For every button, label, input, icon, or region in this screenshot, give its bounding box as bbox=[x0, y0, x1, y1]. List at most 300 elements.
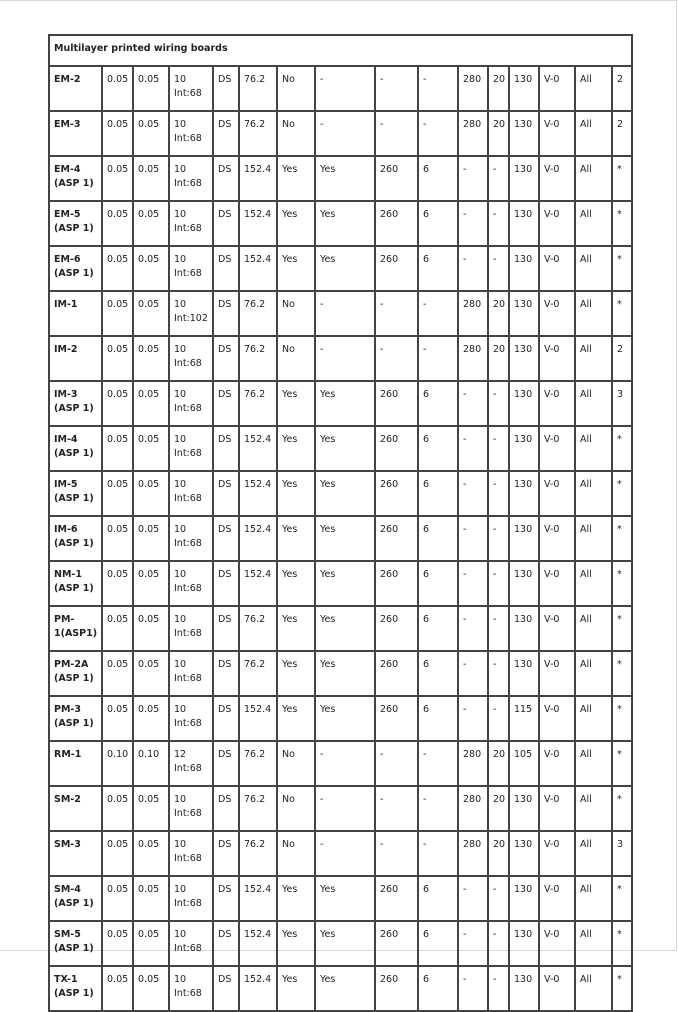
cell-solder-temp bbox=[375, 516, 418, 561]
cell-thickness-b-text: 0.05 bbox=[138, 164, 160, 175]
cell-thickness-b bbox=[133, 471, 169, 516]
cell-designation-subtext: (ASP 1) bbox=[54, 403, 94, 414]
cell-flame-class-text: V-0 bbox=[544, 749, 560, 760]
cell-flag-b-text: Yes bbox=[320, 209, 336, 220]
cell-rti-text: 130 bbox=[514, 389, 533, 400]
cell-solder-time-text: - bbox=[423, 299, 427, 310]
cell-solder-time bbox=[418, 696, 458, 741]
cell-thickness-b bbox=[133, 561, 169, 606]
cell-time-2 bbox=[488, 381, 509, 426]
cell-thickness-b-text: 0.05 bbox=[138, 74, 160, 85]
cell-layers bbox=[169, 561, 213, 606]
cell-flag-a bbox=[277, 471, 315, 516]
cell-flag-b bbox=[315, 561, 375, 606]
cell-value bbox=[239, 966, 277, 1011]
cell-flag-b-text: Yes bbox=[320, 524, 336, 535]
table-caption-row bbox=[49, 35, 632, 66]
cell-flag-b-text: Yes bbox=[320, 929, 336, 940]
cell-layers bbox=[169, 66, 213, 111]
cell-thickness-a-text: 0.05 bbox=[107, 254, 129, 265]
cell-designation-text: PM-3 bbox=[54, 704, 81, 715]
table-row bbox=[49, 201, 632, 246]
cell-solder-temp-text: - bbox=[380, 119, 384, 130]
cell-thickness-b bbox=[133, 876, 169, 921]
cell-temp-2 bbox=[458, 246, 488, 291]
cell-designation bbox=[49, 426, 102, 471]
cell-flag-a-text: No bbox=[282, 119, 295, 130]
cell-value bbox=[239, 291, 277, 336]
cell-solder-temp-text: 260 bbox=[380, 614, 399, 625]
cell-flame-class bbox=[539, 246, 575, 291]
cell-thickness-a-text: 0.05 bbox=[107, 74, 129, 85]
cell-solder-time-text: - bbox=[423, 344, 427, 355]
cell-sides-text: DS bbox=[218, 119, 232, 130]
cell-flame-class-text: V-0 bbox=[544, 479, 560, 490]
cell-solder-time bbox=[418, 156, 458, 201]
cell-solder-temp-text: 260 bbox=[380, 389, 399, 400]
cell-designation-subtext: (ASP 1) bbox=[54, 178, 94, 189]
cell-scope-text: All bbox=[580, 209, 592, 220]
cell-solder-time-text: 6 bbox=[423, 659, 430, 670]
cell-note bbox=[612, 696, 632, 741]
cell-flag-a bbox=[277, 966, 315, 1011]
cell-thickness-b bbox=[133, 336, 169, 381]
cell-solder-time-text: 6 bbox=[423, 479, 430, 490]
cell-sides bbox=[213, 66, 239, 111]
cell-solder-time-text: 6 bbox=[423, 164, 430, 175]
cell-solder-time-text: 6 bbox=[423, 614, 430, 625]
cell-solder-time bbox=[418, 921, 458, 966]
cell-flag-a bbox=[277, 66, 315, 111]
cell-thickness-b-text: 0.05 bbox=[138, 209, 160, 220]
cell-scope bbox=[575, 876, 612, 921]
cell-time-2 bbox=[488, 651, 509, 696]
cell-flag-b-text: Yes bbox=[320, 164, 336, 175]
cell-layers-text: 10 bbox=[174, 299, 187, 310]
cell-value-text: 152.4 bbox=[244, 569, 272, 580]
cell-solder-temp bbox=[375, 876, 418, 921]
cell-solder-time-text: 6 bbox=[423, 569, 430, 580]
cell-sides bbox=[213, 426, 239, 471]
cell-sides bbox=[213, 381, 239, 426]
cell-solder-time bbox=[418, 291, 458, 336]
cell-sides-text: DS bbox=[218, 659, 232, 670]
cell-flame-class-text: V-0 bbox=[544, 659, 560, 670]
cell-temp-2 bbox=[458, 471, 488, 516]
cell-flag-a bbox=[277, 651, 315, 696]
cell-flag-a bbox=[277, 561, 315, 606]
cell-temp-2 bbox=[458, 831, 488, 876]
cell-designation-text: IM-2 bbox=[54, 344, 78, 355]
cell-temp-2-text: - bbox=[463, 974, 467, 985]
cell-flag-b bbox=[315, 66, 375, 111]
table-row bbox=[49, 606, 632, 651]
cell-temp-2-text: - bbox=[463, 659, 467, 670]
cell-designation-subtext: (ASP 1) bbox=[54, 718, 94, 729]
cell-value-text: 152.4 bbox=[244, 524, 272, 535]
cell-flame-class-text: V-0 bbox=[544, 929, 560, 940]
cell-solder-time-text: - bbox=[423, 74, 427, 85]
cell-thickness-b bbox=[133, 831, 169, 876]
cell-flag-b bbox=[315, 741, 375, 786]
cell-time-2-text: - bbox=[493, 524, 497, 535]
cell-flag-b bbox=[315, 876, 375, 921]
cell-flag-a bbox=[277, 156, 315, 201]
cell-scope-text: All bbox=[580, 344, 592, 355]
cell-rti-text: 105 bbox=[514, 749, 533, 760]
cell-value bbox=[239, 921, 277, 966]
cell-thickness-b-text: 0.05 bbox=[138, 434, 160, 445]
cell-solder-temp bbox=[375, 786, 418, 831]
cell-flag-b-text: Yes bbox=[320, 569, 336, 580]
cell-flag-b-text: - bbox=[320, 74, 324, 85]
cell-temp-2-text: - bbox=[463, 929, 467, 940]
cell-thickness-a bbox=[102, 966, 133, 1011]
cell-flag-b bbox=[315, 336, 375, 381]
table-row bbox=[49, 156, 632, 201]
cell-thickness-b bbox=[133, 741, 169, 786]
cell-sides bbox=[213, 831, 239, 876]
cell-solder-temp bbox=[375, 561, 418, 606]
cell-time-2-text: 20 bbox=[493, 839, 506, 850]
cell-scope bbox=[575, 381, 612, 426]
cell-thickness-a-text: 0.05 bbox=[107, 344, 129, 355]
cell-rti bbox=[509, 336, 539, 381]
cell-flag-b-text: - bbox=[320, 119, 324, 130]
cell-flag-b-text: - bbox=[320, 794, 324, 805]
cell-sides bbox=[213, 246, 239, 291]
cell-scope bbox=[575, 651, 612, 696]
cell-time-2-text: - bbox=[493, 704, 497, 715]
cell-designation-text: IM-6 bbox=[54, 524, 78, 535]
cell-solder-temp bbox=[375, 831, 418, 876]
cell-value bbox=[239, 876, 277, 921]
cell-flag-a-text: Yes bbox=[282, 614, 298, 625]
cell-scope-text: All bbox=[580, 119, 592, 130]
cell-sides bbox=[213, 156, 239, 201]
cell-designation bbox=[49, 606, 102, 651]
cell-temp-2 bbox=[458, 381, 488, 426]
cell-note bbox=[612, 111, 632, 156]
cell-solder-time bbox=[418, 426, 458, 471]
cell-time-2-text: - bbox=[493, 614, 497, 625]
cell-solder-time bbox=[418, 606, 458, 651]
cell-designation-text: IM-3 bbox=[54, 389, 78, 400]
cell-solder-temp-text: 260 bbox=[380, 884, 399, 895]
cell-sides bbox=[213, 201, 239, 246]
cell-scope bbox=[575, 741, 612, 786]
cell-thickness-b-text: 0.05 bbox=[138, 524, 160, 535]
cell-flame-class bbox=[539, 426, 575, 471]
cell-designation bbox=[49, 696, 102, 741]
cell-value-text: 152.4 bbox=[244, 884, 272, 895]
cell-thickness-b bbox=[133, 246, 169, 291]
cell-flag-a bbox=[277, 786, 315, 831]
cell-flag-b-text: - bbox=[320, 299, 324, 310]
cell-flag-b bbox=[315, 831, 375, 876]
cell-designation-text: EM-5 bbox=[54, 209, 81, 220]
cell-layers bbox=[169, 201, 213, 246]
cell-designation bbox=[49, 381, 102, 426]
cell-flag-a-text: Yes bbox=[282, 164, 298, 175]
cell-thickness-b bbox=[133, 291, 169, 336]
cell-thickness-a-text: 0.05 bbox=[107, 659, 129, 670]
cell-temp-2-text: - bbox=[463, 884, 467, 895]
cell-solder-time-text: 6 bbox=[423, 254, 430, 265]
cell-layers bbox=[169, 381, 213, 426]
cell-flame-class bbox=[539, 66, 575, 111]
cell-value bbox=[239, 336, 277, 381]
cell-rti-text: 130 bbox=[514, 479, 533, 490]
cell-solder-temp-text: - bbox=[380, 74, 384, 85]
cell-solder-time bbox=[418, 336, 458, 381]
cell-value bbox=[239, 111, 277, 156]
cell-sides bbox=[213, 561, 239, 606]
cell-note bbox=[612, 156, 632, 201]
cell-flag-b bbox=[315, 921, 375, 966]
cell-thickness-a-text: 0.05 bbox=[107, 119, 129, 130]
cell-solder-time bbox=[418, 876, 458, 921]
cell-solder-temp bbox=[375, 66, 418, 111]
cell-designation bbox=[49, 651, 102, 696]
cell-thickness-b bbox=[133, 921, 169, 966]
cell-value-text: 76.2 bbox=[244, 299, 266, 310]
cell-note-text: * bbox=[617, 164, 622, 175]
cell-thickness-a bbox=[102, 741, 133, 786]
cell-sides bbox=[213, 471, 239, 516]
cell-thickness-b-text: 0.05 bbox=[138, 119, 160, 130]
cell-scope-text: All bbox=[580, 254, 592, 265]
cell-scope bbox=[575, 426, 612, 471]
cell-rti-text: 130 bbox=[514, 299, 533, 310]
cell-value-text: 152.4 bbox=[244, 704, 272, 715]
cell-flag-b bbox=[315, 156, 375, 201]
cell-solder-time-text: 6 bbox=[423, 929, 430, 940]
cell-flame-class-text: V-0 bbox=[544, 794, 560, 805]
cell-scope-text: All bbox=[580, 974, 592, 985]
cell-note-text: * bbox=[617, 524, 622, 535]
cell-note-text: * bbox=[617, 704, 622, 715]
cell-time-2 bbox=[488, 291, 509, 336]
cell-layers bbox=[169, 831, 213, 876]
cell-thickness-a-text: 0.05 bbox=[107, 389, 129, 400]
cell-layers-text: 12 bbox=[174, 749, 187, 760]
cell-sides bbox=[213, 966, 239, 1011]
table-row bbox=[49, 336, 632, 381]
cell-designation-text: IM-1 bbox=[54, 299, 78, 310]
cell-scope-text: All bbox=[580, 794, 592, 805]
cell-note bbox=[612, 426, 632, 471]
cell-flame-class-text: V-0 bbox=[544, 389, 560, 400]
cell-note bbox=[612, 516, 632, 561]
cell-flag-a-text: Yes bbox=[282, 569, 298, 580]
cell-value-text: 152.4 bbox=[244, 164, 272, 175]
cell-designation bbox=[49, 831, 102, 876]
cell-thickness-a-text: 0.05 bbox=[107, 164, 129, 175]
cell-solder-time bbox=[418, 651, 458, 696]
cell-value bbox=[239, 246, 277, 291]
cell-time-2 bbox=[488, 831, 509, 876]
cell-layers-text: 10 bbox=[174, 929, 187, 940]
cell-solder-temp bbox=[375, 201, 418, 246]
cell-solder-time-text: 6 bbox=[423, 704, 430, 715]
cell-rti-text: 130 bbox=[514, 659, 533, 670]
cell-flag-b bbox=[315, 696, 375, 741]
cell-scope bbox=[575, 606, 612, 651]
cell-time-2 bbox=[488, 786, 509, 831]
cell-temp-2 bbox=[458, 426, 488, 471]
cell-rti-text: 130 bbox=[514, 614, 533, 625]
cell-rti bbox=[509, 831, 539, 876]
cell-value-text: 152.4 bbox=[244, 974, 272, 985]
cell-layers-text: 10 bbox=[174, 704, 187, 715]
cell-sides bbox=[213, 786, 239, 831]
cell-solder-temp bbox=[375, 336, 418, 381]
cell-thickness-b bbox=[133, 156, 169, 201]
cell-rti-text: 130 bbox=[514, 434, 533, 445]
cell-scope bbox=[575, 471, 612, 516]
cell-thickness-b bbox=[133, 651, 169, 696]
cell-flame-class bbox=[539, 651, 575, 696]
cell-thickness-b bbox=[133, 786, 169, 831]
cell-value bbox=[239, 786, 277, 831]
cell-designation-text: RM-1 bbox=[54, 749, 82, 760]
cell-layers-text: 10 bbox=[174, 479, 187, 490]
cell-rti-text: 130 bbox=[514, 164, 533, 175]
cell-scope-text: All bbox=[580, 524, 592, 535]
cell-layers-text: 10 bbox=[174, 524, 187, 535]
cell-note bbox=[612, 606, 632, 651]
cell-thickness-b bbox=[133, 426, 169, 471]
cell-temp-2 bbox=[458, 336, 488, 381]
cell-flag-a-text: Yes bbox=[282, 974, 298, 985]
cell-time-2-text: 20 bbox=[493, 344, 506, 355]
cell-sides-text: DS bbox=[218, 839, 232, 850]
cell-thickness-a bbox=[102, 516, 133, 561]
cell-flag-b-text: Yes bbox=[320, 659, 336, 670]
cell-designation-text: EM-4 bbox=[54, 164, 81, 175]
cell-solder-temp bbox=[375, 741, 418, 786]
cell-thickness-a bbox=[102, 426, 133, 471]
cell-designation-text: IM-4 bbox=[54, 434, 78, 445]
cell-layers-text: 10 bbox=[174, 389, 187, 400]
table-row bbox=[49, 471, 632, 516]
cell-value-text: 152.4 bbox=[244, 929, 272, 940]
cell-temp-2-text: - bbox=[463, 524, 467, 535]
cell-time-2 bbox=[488, 606, 509, 651]
cell-flag-a-text: Yes bbox=[282, 929, 298, 940]
cell-sides bbox=[213, 336, 239, 381]
cell-temp-2-text: 280 bbox=[463, 119, 482, 130]
cell-flag-b bbox=[315, 111, 375, 156]
cell-solder-temp bbox=[375, 606, 418, 651]
cell-solder-temp-text: 260 bbox=[380, 164, 399, 175]
cell-temp-2 bbox=[458, 516, 488, 561]
cell-flame-class-text: V-0 bbox=[544, 209, 560, 220]
cell-thickness-b bbox=[133, 201, 169, 246]
cell-layers bbox=[169, 291, 213, 336]
cell-flag-b bbox=[315, 516, 375, 561]
cell-sides bbox=[213, 606, 239, 651]
cell-value bbox=[239, 696, 277, 741]
cell-designation-subtext: (ASP 1) bbox=[54, 448, 94, 459]
cell-solder-time bbox=[418, 516, 458, 561]
cell-value-text: 76.2 bbox=[244, 389, 266, 400]
cell-scope-text: All bbox=[580, 164, 592, 175]
cell-thickness-b bbox=[133, 381, 169, 426]
cell-solder-temp-text: - bbox=[380, 299, 384, 310]
cell-scope bbox=[575, 156, 612, 201]
cell-value bbox=[239, 426, 277, 471]
cell-layers bbox=[169, 336, 213, 381]
table-row bbox=[49, 561, 632, 606]
cell-layers bbox=[169, 696, 213, 741]
cell-designation-subtext: (ASP 1) bbox=[54, 268, 94, 279]
cell-flag-a-text: No bbox=[282, 794, 295, 805]
cell-flag-b bbox=[315, 381, 375, 426]
cell-solder-time bbox=[418, 66, 458, 111]
cell-note-text: 3 bbox=[617, 839, 624, 850]
cell-layers-subtext: Int:68 bbox=[174, 763, 202, 774]
table-row bbox=[49, 786, 632, 831]
cell-designation-subtext: (ASP 1) bbox=[54, 673, 94, 684]
cell-solder-temp-text: - bbox=[380, 749, 384, 760]
cell-flag-a bbox=[277, 696, 315, 741]
cell-time-2 bbox=[488, 426, 509, 471]
cell-sides-text: DS bbox=[218, 209, 232, 220]
cell-note-text: * bbox=[617, 614, 622, 625]
cell-designation bbox=[49, 876, 102, 921]
cell-solder-temp bbox=[375, 111, 418, 156]
cell-scope-text: All bbox=[580, 884, 592, 895]
cell-scope-text: All bbox=[580, 389, 592, 400]
cell-flag-b bbox=[315, 201, 375, 246]
cell-scope-text: All bbox=[580, 929, 592, 940]
cell-layers-text: 10 bbox=[174, 344, 187, 355]
cell-sides-text: DS bbox=[218, 614, 232, 625]
cell-sides bbox=[213, 111, 239, 156]
cell-solder-temp-text: - bbox=[380, 839, 384, 850]
table-row bbox=[49, 831, 632, 876]
cell-flame-class-text: V-0 bbox=[544, 119, 560, 130]
cell-flag-a bbox=[277, 201, 315, 246]
cell-designation-text: PM-2A bbox=[54, 659, 89, 670]
cell-thickness-b bbox=[133, 966, 169, 1011]
cell-solder-temp bbox=[375, 966, 418, 1011]
cell-value bbox=[239, 381, 277, 426]
cell-sides bbox=[213, 651, 239, 696]
cell-sides-text: DS bbox=[218, 344, 232, 355]
cell-flame-class-text: V-0 bbox=[544, 524, 560, 535]
cell-note-text: 2 bbox=[617, 74, 624, 85]
cell-value bbox=[239, 516, 277, 561]
cell-sides-text: DS bbox=[218, 479, 232, 490]
cell-time-2-text: 20 bbox=[493, 74, 506, 85]
cell-rti bbox=[509, 651, 539, 696]
cell-rti-text: 130 bbox=[514, 794, 533, 805]
cell-layers-subtext: Int:68 bbox=[174, 358, 202, 369]
cell-time-2-text: - bbox=[493, 884, 497, 895]
cell-flame-class bbox=[539, 336, 575, 381]
cell-value-text: 76.2 bbox=[244, 659, 266, 670]
cell-flag-a-text: No bbox=[282, 344, 295, 355]
cell-designation bbox=[49, 111, 102, 156]
cell-flag-a bbox=[277, 426, 315, 471]
cell-layers bbox=[169, 426, 213, 471]
cell-time-2 bbox=[488, 966, 509, 1011]
cell-note-text: * bbox=[617, 749, 622, 760]
cell-time-2 bbox=[488, 246, 509, 291]
